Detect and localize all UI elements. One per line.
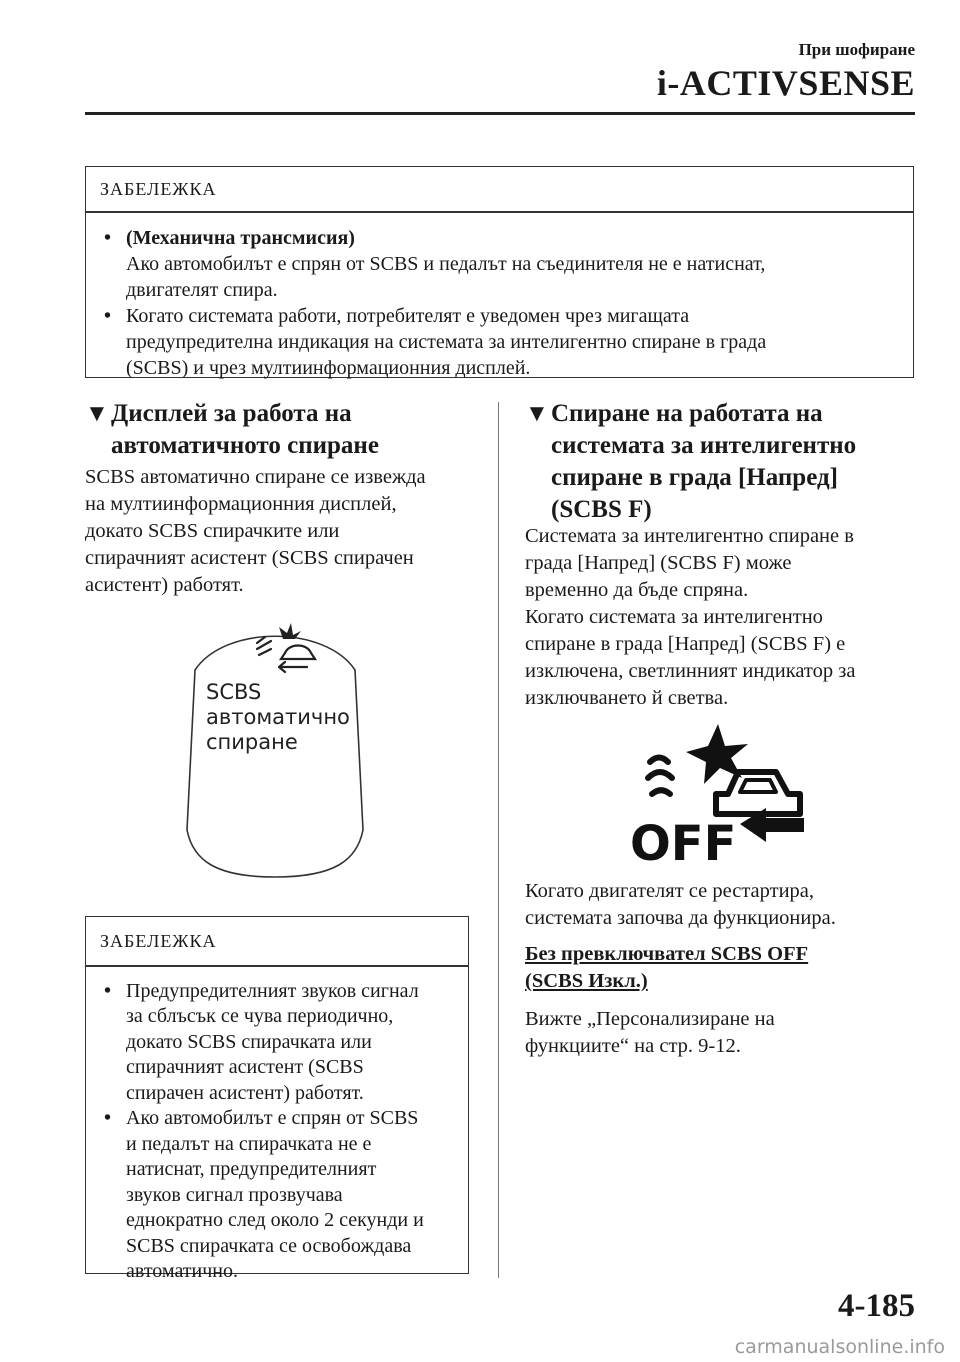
left-section-heading <box>85 398 485 462</box>
bullet-line: Ако автомобилът е спрян от SCBS <box>126 1107 419 1129</box>
subheading-line: (SCBS Изкл.) <box>525 970 648 992</box>
bullet-line: натиснат, предупредителният <box>126 1158 377 1180</box>
paragraph-line: функциите“ на стр. 9-12. <box>525 1035 741 1057</box>
bullet-line: звуков сигнал прозвучава <box>126 1183 343 1206</box>
note-bullet <box>100 1106 454 1285</box>
note-title: ЗАБЕЛЕЖКА <box>100 179 217 199</box>
left-paragraph <box>85 464 485 599</box>
right-paragraph-1 <box>525 523 925 712</box>
page-number: 4-185 <box>838 1288 915 1324</box>
right-section-heading <box>525 398 925 526</box>
bullet-line: предупредителна индикация на системата за интелигентно спиране в града <box>126 330 767 353</box>
display-label-line: SCBS <box>206 680 262 704</box>
paragraph-line: временно да бъде спряна. <box>525 579 749 601</box>
header-section-label: При шофиране <box>798 40 915 59</box>
note-body <box>86 213 913 391</box>
note-bullet <box>100 979 454 1107</box>
bullet-line: и педалът на спирачката не е <box>126 1132 372 1155</box>
header-rule <box>85 112 915 115</box>
heading-line: Дисплей за работа на <box>111 400 352 427</box>
bullet-line: Ако автомобилът е спрян от SCBS и педалът на съединителя не е натиснат, <box>126 252 766 275</box>
paragraph-line: Вижте „Персонализиране на <box>525 1008 775 1030</box>
display-label-line: автоматично <box>206 705 350 729</box>
bullet-line: спирачният асистент (SCBS <box>126 1056 364 1078</box>
bullet-line: двигателят спира. <box>126 278 278 301</box>
subheading-line: Без превключвател SCBS OFF <box>525 943 809 965</box>
off-indicator-text: OFF <box>630 816 737 864</box>
bullet-line: еднократно след около 2 секунди и <box>126 1209 424 1231</box>
note-title: ЗАБЕЛЕЖКА <box>100 931 217 951</box>
paragraph-line: системата започва да функционира. <box>525 907 836 929</box>
note-box-left <box>85 916 469 1282</box>
paragraph-line: SCBS автоматично спиране се извежда <box>85 466 426 488</box>
bullet-line: спирачен асистент) работят. <box>126 1081 364 1104</box>
bullet-icon: • <box>104 979 112 1002</box>
bullet-heading: (Механична трансмисия) <box>126 226 355 249</box>
note-bullet <box>100 303 899 381</box>
note-box-top <box>85 166 914 378</box>
heading-line: (SCBS F) <box>551 496 652 523</box>
display-label-line: спиране <box>206 730 298 754</box>
watermark: carmanualsonline.info <box>734 1336 945 1358</box>
paragraph-line: на мултиинформационния дисплей, <box>85 493 397 515</box>
triangle-down-icon: ▼ <box>85 401 109 427</box>
paragraph-line: изключена, светлинният индикатор за <box>525 660 856 682</box>
paragraph-line: Когато двигателят се рестартира, <box>525 880 815 902</box>
triangle-down-icon: ▼ <box>525 401 549 427</box>
paragraph-line: спирачният асистент (SCBS спирачен <box>85 547 414 569</box>
bullet-icon: • <box>104 226 112 249</box>
bullet-icon: • <box>104 1107 112 1129</box>
right-paragraph-3 <box>525 1006 925 1060</box>
heading-line: Спиране на работата на <box>551 400 823 427</box>
paragraph-line: града [Напред] (SCBS F) може <box>525 552 792 574</box>
header-title: i-ACTIVSENSE <box>656 63 915 103</box>
heading-line: автоматичното спиране <box>111 432 379 459</box>
bullet-line: автоматично. <box>126 1260 239 1282</box>
scbs-off-indicator-icon <box>628 722 808 864</box>
paragraph-line: асистент) работят. <box>85 574 244 596</box>
bullet-line: докато SCBS спирачката или <box>126 1030 372 1053</box>
paragraph-line: изключването й светва. <box>525 687 729 709</box>
bullet-icon: • <box>104 304 112 327</box>
bullet-line: (SCBS) и чрез мултиинформационния дисплей. <box>126 356 531 379</box>
heading-line: системата за интелигентно <box>551 432 857 459</box>
note-body <box>86 967 468 1295</box>
bullet-line: Когато системата работи, потребителят е уведомен чрез мигащата <box>126 304 690 327</box>
display-outline <box>187 636 363 877</box>
paragraph-line: Когато системата за интелигентно <box>525 606 823 628</box>
paragraph-line: спиране в града [Напред] (SCBS F) е <box>525 633 846 655</box>
right-paragraph-2 <box>525 878 925 932</box>
note-bullet <box>100 225 899 303</box>
column-divider <box>498 402 499 1278</box>
paragraph-line: Системата за интелигентно спиране в <box>525 525 854 547</box>
bullet-line: SCBS спирачката се освобождава <box>126 1234 412 1257</box>
bullet-line: за сблъсък се чува периодично, <box>126 1005 394 1027</box>
heading-line: спиране в града [Напред] <box>551 464 838 491</box>
paragraph-line: докато SCBS спирачките или <box>85 520 340 542</box>
bullet-line: Предупредителният звуков сигнал <box>126 979 419 1002</box>
